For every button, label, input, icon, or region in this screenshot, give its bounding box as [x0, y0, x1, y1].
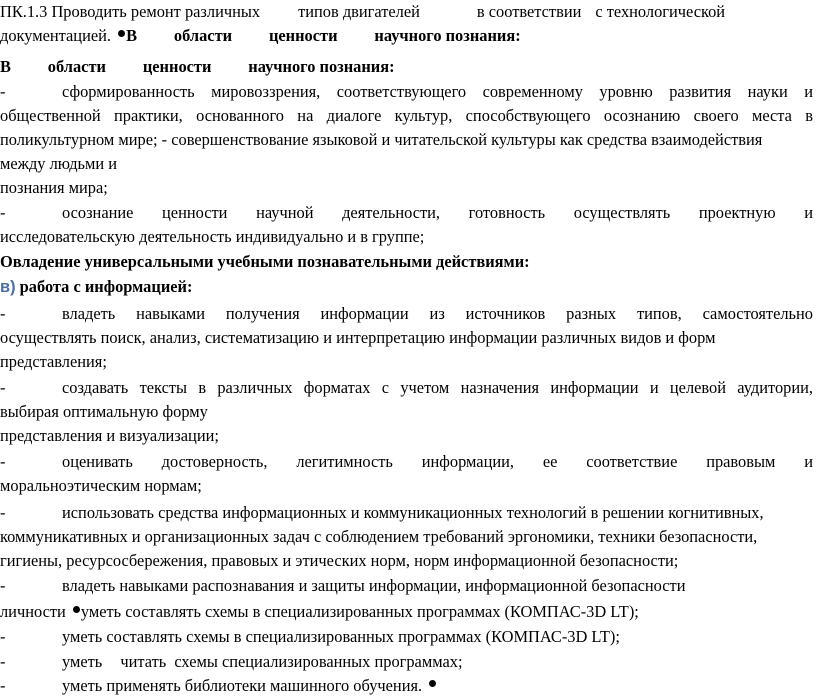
competency-text-5: документацией.: [0, 26, 111, 45]
bullet-icon: [429, 680, 436, 687]
paragraph-line: [0, 674, 813, 698]
paragraph-line: [0, 201, 813, 225]
list-dash: -: [0, 378, 6, 397]
paragraph-line: представления и визуализации;: [0, 426, 219, 445]
section-heading: В области ценности научного познания:: [0, 57, 395, 76]
paragraph-line: исследовательскую деятельность индивидуально и в группе;: [0, 227, 425, 246]
list-dash: -: [0, 203, 6, 222]
list-item-text: владеть навыками получения информации из источников разных типов, самостоятельно: [62, 304, 813, 323]
paragraph-line: общественной практики, основанного на диалоге культур, способствующего осознанию своего места в: [0, 106, 813, 125]
list-dash: -: [0, 452, 6, 471]
bullet-icon: [118, 30, 125, 37]
competency-line-1: [0, 0, 813, 24]
paragraph-line: представления;: [0, 352, 107, 371]
competency-text: ПК.1.3 Проводить ремонт различных: [0, 2, 261, 21]
paragraph-line: осуществлять поиск, анализ, систематизацию и интерпретацию информации различных видов и форм: [0, 328, 716, 347]
paragraph-line: [0, 625, 813, 649]
paragraph-line: [0, 376, 813, 400]
paragraph-line: коммуникативных и организационных задач с соблюдением требований эргономики, техники безопасности,: [0, 527, 758, 546]
paragraph-line: моральноэтическим нормам;: [0, 476, 202, 495]
list-item-text: сформированность мировоззрения, соответствующего современному уровню развития науки и: [62, 82, 813, 101]
paragraph-line: [0, 574, 813, 598]
list-dash: -: [0, 503, 6, 522]
list-item-text: владеть навыками распознавания и защиты информации, информационной безопасности: [62, 576, 686, 595]
list-item-text: уметь: [62, 652, 103, 671]
list-item-text: схемы специализированных программах;: [174, 652, 463, 671]
subsection-title: работа с информацией:: [19, 277, 193, 296]
competency-text-4: с технологической: [595, 2, 726, 21]
paragraph-line: [0, 450, 813, 474]
list-item-text: использовать средства информационных и коммуникационных технологий в решении когнитивных,: [62, 503, 764, 522]
subsection-letter: в): [0, 278, 16, 296]
paragraph-line: [0, 501, 813, 525]
paragraph-line: [0, 650, 813, 674]
paragraph-line: выбирая оптимальную форму: [0, 402, 208, 421]
list-item-text: оценивать достоверность, легитимность информации, ее соответствие правовым и: [62, 452, 813, 471]
paragraph-line: между людьми и: [0, 154, 118, 173]
list-dash: -: [0, 627, 6, 646]
list-dash: -: [0, 676, 6, 695]
paragraph-line: [0, 600, 813, 624]
competency-text-2: типов двигателей: [298, 2, 420, 21]
paragraph-line: познания мира;: [0, 178, 108, 197]
paragraph-line: гигиены, ресурсосбережения, правовых и этических норм, норм информационной безопасности;: [0, 551, 679, 570]
paragraph-line: поликультурном мире; - совершенствование языковой и читательской культуры как средства взаимодействия: [0, 130, 763, 149]
list-item-text: уметь применять библиотеки машинного обучения.: [62, 676, 423, 695]
bullet-icon: [73, 606, 80, 613]
list-item-text: уметь составлять схемы в специализированных программах (КОМПАС-3D LT);: [80, 602, 639, 621]
section-heading-2: Овладение универсальными учебными познавательными действиями:: [0, 252, 530, 271]
list-dash: -: [0, 82, 6, 101]
list-item-text: осознание ценности научной деятельности, готовность осуществлять проектную и: [62, 203, 813, 222]
list-dash: -: [0, 304, 6, 323]
competency-text-3: в соответствии: [476, 2, 582, 21]
list-item-text: личности: [0, 602, 66, 621]
list-dash: -: [0, 576, 6, 595]
paragraph-line: [0, 302, 813, 326]
competency-line-2: [0, 24, 813, 48]
list-item-text: уметь составлять схемы в специализированных программах (КОМПАС-3D LT);: [62, 627, 620, 646]
section-heading-inline: В области ценности научного познания:: [126, 26, 521, 45]
list-item-text: создавать тексты в различных форматах с учетом назначения информации и целевой аудитории,: [62, 378, 813, 397]
list-item-text: читать: [120, 652, 167, 671]
list-dash: -: [0, 652, 6, 671]
subsection-heading: [0, 275, 813, 299]
paragraph-line: [0, 80, 813, 104]
